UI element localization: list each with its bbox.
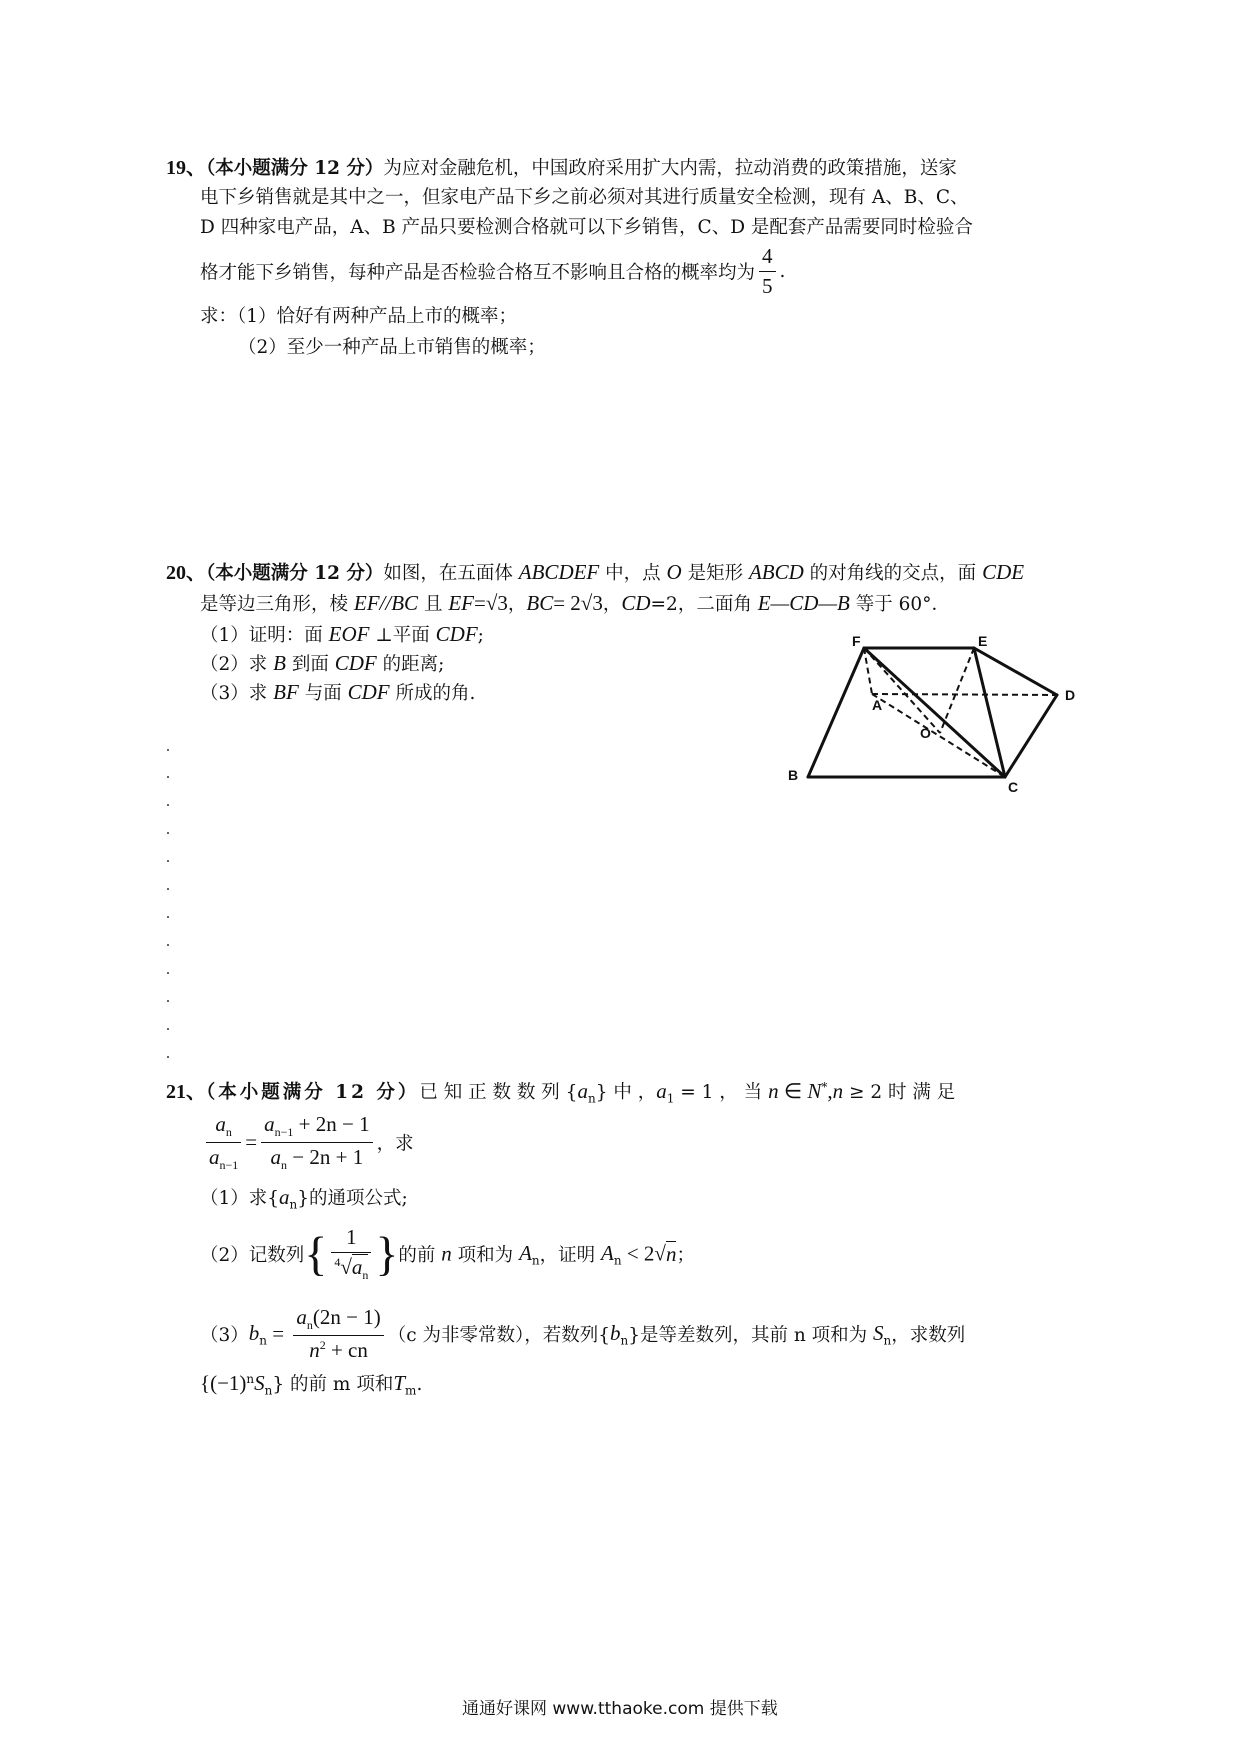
q20-text: =2，二面角 <box>650 594 758 615</box>
q21-math-sub: n <box>531 1253 540 1268</box>
margin-dot <box>167 804 169 806</box>
edge-DB-hidden <box>808 695 1057 777</box>
q21-equals: = <box>245 1130 258 1155</box>
q21-text: 已 知 正 数 数 列 { <box>419 1082 578 1103</box>
q21-left-brace: { <box>304 1227 328 1281</box>
edge-AD <box>872 694 1057 695</box>
edge-ED <box>974 648 1057 695</box>
vertex-label-D: D <box>1065 687 1076 703</box>
q21-math-sub: m <box>405 1383 417 1398</box>
margin-dot <box>167 916 169 918</box>
q20-text: 的距离; <box>376 654 445 675</box>
q21-text: } 中 ， <box>595 1082 657 1103</box>
q21-math: + 2n − 1 <box>293 1112 370 1136</box>
q21-math: A <box>601 1240 614 1265</box>
q21-math-sub: n−1 <box>219 1158 239 1173</box>
q20-math: = 2√3 <box>553 591 603 615</box>
q21-math-sub: n <box>587 1091 596 1106</box>
q21-part-1 <box>200 1184 408 1212</box>
q20-math: √3 <box>485 591 508 615</box>
q21-math: S <box>254 1371 265 1395</box>
margin-dot <box>167 776 169 778</box>
q21-math-sup: 2 <box>319 1338 326 1353</box>
q20-math: CD <box>621 591 651 615</box>
q19-line4 <box>200 244 785 299</box>
edge-EC <box>974 648 1005 777</box>
q21-text: ≥ 2 时 满 足 <box>843 1082 956 1103</box>
q21-math-sub: n <box>620 1333 629 1348</box>
q21-math: a <box>656 1079 667 1103</box>
q21-math-sub: n <box>883 1333 892 1348</box>
q21-math-sub: n <box>289 1197 298 1212</box>
q20-math: EF//BC <box>353 591 419 615</box>
q20-line1 <box>166 556 1024 585</box>
margin-dot <box>167 1000 169 1002</box>
q21-p2-fraction <box>331 1225 371 1283</box>
q21-text: }的通项公式; <box>297 1188 408 1209</box>
q20-text: 如图，在五面体 <box>383 563 519 584</box>
margin-dot <box>167 749 169 751</box>
q21-part-3 <box>200 1305 965 1363</box>
q21-math: = <box>267 1321 290 1346</box>
q21-text: }是等差数列，其前 n 项和为 <box>628 1325 874 1347</box>
q20-math: CDF <box>347 680 390 704</box>
q19-line2: 电下乡销售就是其中之一，但家电产品下乡之前必须对其进行质量安全检测，现有 A、B、C、 <box>200 187 969 208</box>
q20-part-2 <box>200 650 444 676</box>
q21-math: a <box>209 1145 220 1170</box>
vertex-label-O: O <box>920 725 931 741</box>
q19-number: 19、 <box>166 157 206 179</box>
q20-math: CDF <box>334 651 377 675</box>
edge-FC <box>864 648 1005 777</box>
q21-p3-fraction <box>293 1305 383 1363</box>
margin-dot <box>167 1028 169 1030</box>
q21-text: 项和为 <box>451 1245 520 1267</box>
q21-text: （1）求{ <box>200 1188 280 1209</box>
q21-math-sub: n <box>306 1318 313 1333</box>
q21-math: a <box>270 1145 282 1170</box>
q21-math-sub: n <box>613 1253 622 1268</box>
q21-text: . <box>416 1374 423 1395</box>
q20-score-tag: （本小题满分 12 分） <box>206 563 384 584</box>
vertex-label-E: E <box>978 633 988 649</box>
q19-line4-end: . <box>779 261 786 282</box>
margin-dot <box>167 944 169 946</box>
q20-text: ， <box>507 594 527 615</box>
vertex-label-A: A <box>872 697 883 713</box>
page-footer: 通通好课网 www.tthaoke.com 提供下载 <box>462 1699 778 1719</box>
q20-math: ABCDEF <box>518 560 600 584</box>
q21-eq-rhs <box>261 1112 372 1173</box>
edge-BF <box>808 648 864 777</box>
q21-text: ，证明 <box>539 1245 602 1267</box>
q19-ask1-text: （1）恰好有两种产品上市的概率； <box>237 306 518 327</box>
q21-math: n <box>768 1079 779 1103</box>
q21-math: a <box>264 1112 275 1136</box>
q20-text: （1）证明：面 <box>200 625 329 646</box>
q21-math: {(−1) <box>200 1371 247 1395</box>
q21-eq-lhs <box>206 1112 241 1173</box>
q20-math: CDF <box>435 622 478 646</box>
q21-math-sub: n <box>362 1268 369 1283</box>
q20-math: BF <box>273 680 299 704</box>
q19-ask-prefix: 求： <box>200 306 238 327</box>
margin-dot <box>167 832 169 834</box>
q21-p2-root: $^4√a_n$ <box>334 1255 369 1283</box>
q21-text: ； <box>676 1245 695 1267</box>
q21-line1 <box>166 1075 955 1106</box>
q21-score-tag: （本小题满分 12 分） <box>206 1082 420 1103</box>
margin-dot <box>167 860 169 862</box>
q20-number: 20、 <box>166 562 206 584</box>
q20-math: ABCD <box>748 560 804 584</box>
q21-math: b <box>248 1320 260 1345</box>
q21-math-sub: 1 <box>666 1091 675 1106</box>
q20-text: 的对角线的交点，面 <box>803 563 983 584</box>
q21-math: a <box>296 1305 307 1329</box>
q21-right-brace: } <box>375 1227 399 1281</box>
q21-math: S <box>873 1320 884 1345</box>
q20-math: EF <box>448 591 474 615</box>
q20-math: = <box>473 591 486 615</box>
q20-text: 与面 <box>298 683 348 704</box>
q19-line1 <box>166 151 957 180</box>
q21-math-sub: n−1 <box>274 1125 294 1140</box>
q20-math: O <box>666 560 682 584</box>
q20-text: 所成的角. <box>389 683 476 704</box>
q21-part-3-line2 <box>200 1370 422 1398</box>
pentahedron-figure <box>760 630 1100 800</box>
q21-math-sup: * <box>821 1079 828 1094</box>
q21-math-sub: n <box>264 1383 273 1398</box>
q21-text: （c 为非零常数），若数列{ <box>387 1325 610 1347</box>
q19-line4-text: 格才能下乡销售，每种产品是否检验合格互不影响且合格的概率均为 <box>200 262 756 284</box>
margin-dot <box>167 972 169 974</box>
q21-math: a <box>279 1185 290 1209</box>
q20-part-3 <box>200 679 475 705</box>
q21-part-2 <box>200 1225 695 1283</box>
q20-text: 是矩形 <box>681 563 749 584</box>
q21-recurrence-equation <box>202 1112 414 1173</box>
q19-ask-2: （2）至少一种产品上市销售的概率； <box>238 337 546 358</box>
q20-math: B <box>273 651 286 675</box>
q21-text: （2）记数列 <box>200 1245 305 1267</box>
q21-root-index: 4 <box>334 1255 341 1269</box>
q21-math-sub: n <box>259 1333 268 1348</box>
q19-prob-denominator: 5 <box>762 274 773 298</box>
q21-text: （3） <box>200 1325 249 1347</box>
q20-text: ; <box>477 625 484 646</box>
q21-number: 21、 <box>166 1081 206 1103</box>
q20-text: 是等边三角形，棱 <box>200 594 354 615</box>
q19-score-tag: （本小题满分 12 分） <box>206 158 384 179</box>
q21-text: ，求 <box>376 1133 414 1155</box>
q21-math: , <box>827 1079 833 1103</box>
q21-math-sup: n <box>246 1371 255 1386</box>
edge-AC <box>872 694 1005 777</box>
q20-part-1 <box>200 621 484 647</box>
edge-FO <box>864 648 940 733</box>
q21-math: (2n − 1) <box>312 1305 381 1329</box>
q21-math: n <box>441 1241 452 1266</box>
q21-math: ∈ <box>778 1079 808 1103</box>
q21-math: a <box>577 1079 588 1103</box>
q20-line2 <box>200 590 950 616</box>
q21-text: } 的前 m 项和 <box>272 1374 394 1395</box>
q19-prob-numerator: 4 <box>759 244 776 272</box>
q21-math-sub: n <box>225 1125 232 1140</box>
q21-math: a <box>215 1112 226 1136</box>
q20-text: 等于 60°． <box>849 594 950 615</box>
q21-math: N <box>807 1079 822 1103</box>
vertex-label-C: C <box>1008 779 1019 795</box>
edge-DC <box>1005 695 1057 777</box>
q21-sqrt-sign: √ <box>654 1241 666 1266</box>
q20-text: ， <box>602 594 622 615</box>
q21-math: T <box>393 1371 406 1395</box>
q19-ask-1 <box>200 302 517 328</box>
q20-text: 且 <box>418 594 449 615</box>
q20-text: （3）求 <box>200 683 274 704</box>
q21-text: 的前 <box>398 1245 442 1267</box>
q21-math: b <box>609 1320 621 1345</box>
q21-math: 1 <box>331 1225 371 1253</box>
q20-text: ⊥平面 <box>369 625 436 646</box>
q21-math: a <box>351 1255 363 1279</box>
margin-dot <box>167 888 169 890</box>
q20-math: E—CD—B <box>757 591 850 615</box>
q21-math: n <box>309 1338 320 1363</box>
q21-text: ，求数列 <box>891 1325 966 1347</box>
q21-math: n <box>832 1079 844 1103</box>
q21-text: = 1 ， 当 <box>674 1082 769 1103</box>
vertex-label-B: B <box>788 767 799 783</box>
margin-dot <box>167 1056 169 1058</box>
q21-math-sub: n <box>281 1158 288 1173</box>
q21-math: − 2n + 1 <box>287 1145 364 1170</box>
q20-text: 到面 <box>285 654 335 675</box>
q20-math: CDE <box>982 560 1025 584</box>
q19-line3: D 四种家电产品，A、B 产品只要检测合格就可以下乡销售，C、D 是配套产品需要同时检验合 <box>200 217 973 238</box>
vertex-label-F: F <box>852 633 861 649</box>
q21-math: A <box>519 1240 532 1265</box>
q19-probability-fraction <box>759 244 776 299</box>
q21-math: + cn <box>325 1338 368 1363</box>
q20-math: BC <box>526 591 554 615</box>
q20-text: 中，点 <box>599 563 667 584</box>
q20-math: EOF <box>328 622 370 646</box>
q19-text-1: 为应对金融危机，中国政府采用扩大内需，拉动消费的政策措施，送家 <box>383 158 957 179</box>
q20-text: （2）求 <box>200 654 274 675</box>
q21-math: < 2 <box>621 1241 655 1266</box>
q21-math: n <box>665 1241 677 1266</box>
